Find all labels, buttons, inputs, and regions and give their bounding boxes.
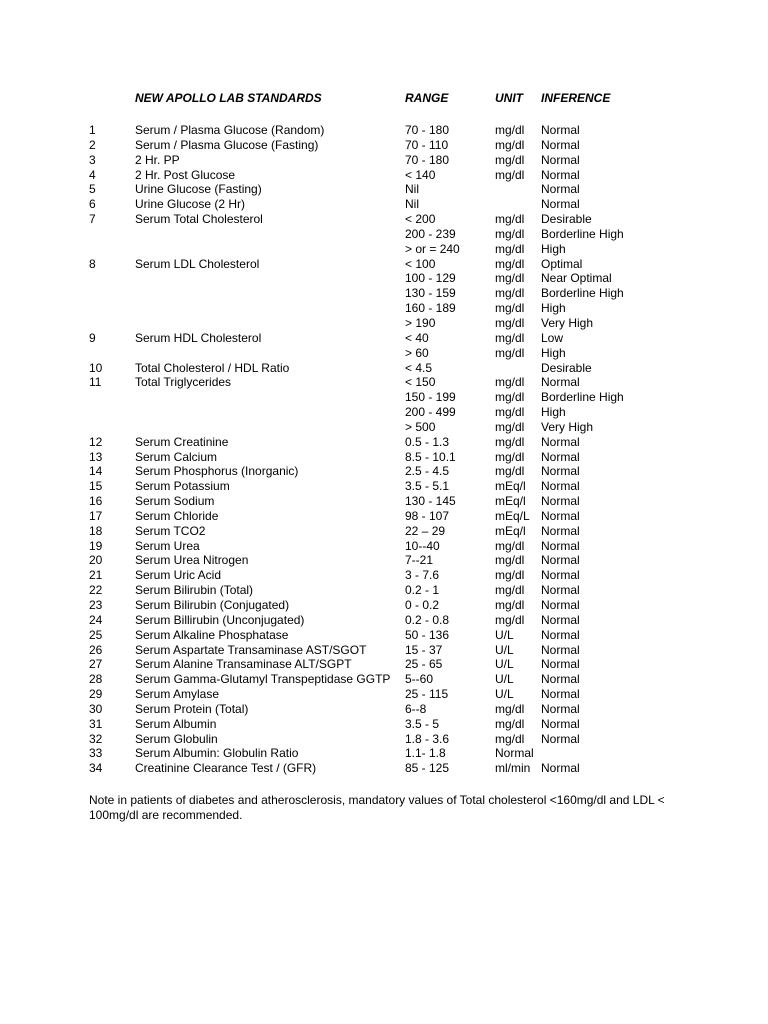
row-number: 33	[89, 746, 103, 761]
test-name: Serum Albumin	[135, 716, 217, 731]
row-number: 6	[89, 197, 96, 212]
test-name	[135, 301, 405, 316]
inference-value: Normal	[541, 523, 580, 538]
table-body	[89, 123, 671, 776]
inference-value: Normal	[541, 612, 580, 627]
row-number	[89, 286, 135, 301]
test-name: Serum Total Cholesterol	[135, 212, 263, 227]
inference-value: Normal	[541, 701, 580, 716]
range-value: 5--60	[405, 672, 434, 687]
inference-value: Normal	[541, 167, 580, 182]
unit-value: mg/dl	[495, 538, 525, 553]
row-number: 20	[89, 553, 103, 568]
table-row	[89, 375, 671, 390]
unit-value: mg/dl	[495, 449, 525, 464]
header-unit: UNIT	[495, 91, 523, 105]
range-value: > 190	[405, 315, 436, 330]
inference-value: Desirable	[541, 212, 592, 227]
unit-value: mg/dl	[495, 123, 525, 137]
unit-value: mg/dl	[495, 553, 525, 568]
row-number	[89, 301, 135, 316]
row-number: 16	[89, 494, 103, 509]
table-row	[89, 257, 671, 272]
test-name: Total Triglycerides	[135, 375, 232, 390]
range-value: 1.1- 1.8	[405, 746, 446, 761]
range-value: 25 - 115	[405, 687, 449, 702]
unit-value: mEq/l	[495, 523, 526, 538]
range-value: > 500	[405, 419, 436, 434]
test-name: Serum Alanine Transaminase ALT/SGPT	[135, 657, 352, 672]
table-row	[89, 138, 671, 153]
inference-value: Normal	[541, 464, 580, 479]
unit-value: U/L	[495, 657, 514, 672]
row-number: 4	[89, 167, 96, 182]
test-name: Serum / Plasma Glucose (Fasting)	[135, 137, 319, 152]
table-row	[89, 687, 671, 702]
inference-value: Normal	[541, 672, 580, 687]
table-row	[89, 613, 671, 628]
footnote: Note in patients of diabetes and atherosclerosis, mandatory values of Total cholesterol <160mg/dl and LDL < 100mg/dl are recommended.	[89, 793, 665, 822]
range-value: 25 - 65	[405, 657, 443, 672]
table-row	[89, 732, 671, 747]
unit-value: U/L	[495, 687, 514, 702]
range-value: 130 - 159	[405, 286, 456, 301]
row-number: 19	[89, 538, 103, 553]
table-row	[89, 331, 671, 346]
range-value: 85 - 125	[405, 761, 450, 776]
row-number: 5	[89, 182, 96, 197]
range-value: 70 - 180	[405, 152, 450, 167]
row-number: 13	[89, 449, 103, 464]
range-value: 1.8 - 3.6	[405, 731, 450, 746]
table-header-row	[89, 91, 671, 109]
range-value: 3.5 - 5.1	[405, 479, 450, 494]
row-number	[89, 346, 135, 361]
inference-value: Normal	[541, 137, 580, 152]
row-number	[89, 390, 135, 405]
unit-value: mg/dl	[495, 152, 525, 167]
test-name: Serum Calcium	[135, 449, 218, 464]
unit-value: mg/dl	[495, 271, 525, 286]
inference-value: Normal	[541, 508, 580, 523]
unit-value	[495, 361, 541, 376]
unit-value: mg/dl	[495, 226, 525, 241]
table-row	[89, 746, 671, 761]
row-number: 28	[89, 672, 103, 687]
test-name	[135, 227, 405, 242]
unit-value: mg/dl	[495, 612, 525, 627]
table-row	[89, 628, 671, 643]
inference-value: Normal	[541, 598, 580, 612]
table-row	[89, 524, 671, 539]
row-number: 25	[89, 627, 103, 642]
row-number: 10	[89, 360, 103, 375]
row-number: 17	[89, 508, 103, 523]
unit-value: mg/dl	[495, 286, 525, 301]
test-name: Serum Gamma-Glutamyl Transpeptidase GGTP	[135, 672, 391, 687]
test-name: Serum Aspartate Transaminase AST/SGOT	[135, 642, 367, 657]
range-value: < 200	[405, 212, 436, 227]
table-row	[89, 212, 671, 227]
inference-value: Normal	[541, 731, 580, 746]
row-number: 18	[89, 523, 103, 538]
table-row	[89, 227, 671, 242]
row-number: 15	[89, 479, 103, 494]
unit-value: mg/dl	[495, 731, 525, 746]
range-value: 3 - 7.6	[405, 568, 440, 583]
inference-value: Normal	[541, 434, 580, 449]
unit-value: mg/dl	[495, 345, 525, 360]
row-number: 32	[89, 731, 103, 746]
test-name: Serum Chloride	[135, 508, 219, 523]
range-value: 2.5 - 4.5	[405, 464, 450, 479]
row-number: 27	[89, 657, 103, 672]
table-row	[89, 197, 671, 212]
table-row	[89, 479, 671, 494]
unit-value: mg/dl	[495, 375, 525, 390]
test-name	[135, 405, 405, 420]
test-name: Serum Bilirubin (Conjugated)	[135, 598, 290, 612]
unit-value: mg/dl	[495, 598, 525, 612]
test-name	[135, 242, 405, 257]
unit-value: mEq/L	[495, 508, 530, 523]
range-value: 100 - 129	[405, 271, 456, 286]
table-row	[89, 761, 671, 776]
inference-value: High	[541, 241, 566, 256]
row-number: 14	[89, 464, 103, 479]
range-value: 3.5 - 5	[405, 716, 440, 731]
inference-value: Low	[541, 330, 564, 345]
unit-value: mg/dl	[495, 137, 525, 152]
range-value: < 150	[405, 375, 436, 390]
range-value: 0 - 0.2	[405, 598, 440, 612]
range-value: 10--40	[405, 538, 440, 553]
inference-value: Normal	[541, 182, 580, 197]
range-value: 50 - 136	[405, 627, 450, 642]
table-row	[89, 464, 671, 479]
inference-value: Normal	[541, 538, 580, 553]
table-row	[89, 361, 671, 376]
range-value: 130 - 145	[405, 494, 456, 509]
unit-value: mg/dl	[495, 701, 525, 716]
row-number: 9	[89, 330, 96, 345]
range-value: 15 - 37	[405, 642, 443, 657]
unit-value: mg/dl	[495, 167, 525, 182]
test-name	[135, 286, 405, 301]
unit-value	[495, 197, 541, 212]
unit-value: mg/dl	[495, 568, 525, 583]
lab-standards-table	[89, 91, 671, 776]
inference-value: Normal	[541, 152, 580, 167]
row-number	[89, 420, 135, 435]
header-gap-cell	[89, 109, 671, 123]
inference-value: Normal	[541, 197, 580, 212]
row-number: 24	[89, 612, 103, 627]
inference-value: High	[541, 405, 566, 420]
test-name: Serum Urea	[135, 538, 200, 553]
test-name: Urine Glucose (2 Hr)	[135, 197, 246, 212]
row-number	[89, 271, 135, 286]
table-row	[89, 168, 671, 183]
range-value: 200 - 499	[405, 405, 456, 420]
test-name: Serum Alkaline Phosphatase	[135, 627, 289, 642]
table-row	[89, 316, 671, 331]
range-value: < 4.5	[405, 360, 433, 375]
test-name	[135, 316, 405, 331]
table-row	[89, 346, 671, 361]
range-value: < 40	[405, 330, 429, 345]
test-name: Serum HDL Cholesterol	[135, 330, 262, 345]
row-number	[89, 405, 135, 420]
test-name	[135, 271, 405, 286]
test-name: Serum TCO2	[135, 523, 206, 538]
inference-value: Very High	[541, 419, 594, 434]
inference-value: Normal	[541, 568, 580, 583]
inference-value: Normal	[541, 687, 580, 702]
row-number: 12	[89, 434, 103, 449]
unit-value: mg/dl	[495, 464, 525, 479]
table-row	[89, 390, 671, 405]
row-number: 23	[89, 598, 103, 612]
inference-value: Normal	[541, 627, 580, 642]
inference-value: Desirable	[541, 360, 592, 375]
table-row	[89, 598, 671, 613]
table-row	[89, 153, 671, 168]
table-row	[89, 405, 671, 420]
inference-value: Optimal	[541, 256, 583, 271]
test-name: Serum Protein (Total)	[135, 701, 249, 716]
test-name: Serum Amylase	[135, 687, 220, 702]
range-value: 22 – 29	[405, 523, 446, 538]
range-value: Nil	[405, 182, 419, 197]
test-name: Serum Creatinine	[135, 434, 229, 449]
range-value: Nil	[405, 197, 419, 212]
test-name: Serum Albumin: Globulin Ratio	[135, 746, 299, 761]
table-row	[89, 702, 671, 717]
table-row	[89, 509, 671, 524]
test-name: Serum LDL Cholesterol	[135, 256, 260, 271]
inference-value: Normal	[541, 123, 580, 137]
unit-value: mg/dl	[495, 330, 525, 345]
row-number: 22	[89, 583, 103, 598]
range-value: > or = 240	[405, 241, 460, 256]
unit-value	[495, 182, 541, 197]
range-value: 150 - 199	[405, 390, 456, 405]
range-value: 7--21	[405, 553, 434, 568]
test-name	[135, 346, 405, 361]
test-name: Serum Phosphorus (Inorganic)	[135, 464, 299, 479]
header-inference: INFERENCE	[541, 91, 611, 105]
row-number: 8	[89, 256, 96, 271]
range-value: 6--8	[405, 701, 427, 716]
table-row	[89, 583, 671, 598]
range-value: > 60	[405, 345, 429, 360]
table-row	[89, 271, 671, 286]
unit-value: mg/dl	[495, 301, 525, 316]
unit-value: mg/dl	[495, 241, 525, 256]
table-row	[89, 123, 671, 138]
test-name: Serum Bilirubin (Total)	[135, 583, 254, 598]
range-value: 200 - 239	[405, 226, 456, 241]
inference-value: Normal	[541, 642, 580, 657]
inference-value	[541, 746, 671, 761]
row-number	[89, 316, 135, 331]
test-name: Serum Sodium	[135, 494, 215, 509]
test-name: Serum Billirubin (Unconjugated)	[135, 612, 305, 627]
table-row	[89, 450, 671, 465]
unit-value: mg/dl	[495, 583, 525, 598]
unit-value: ml/min	[495, 761, 531, 776]
table-row	[89, 717, 671, 732]
row-number: 31	[89, 716, 103, 731]
test-name	[135, 390, 405, 405]
inference-value: Normal	[541, 449, 580, 464]
document-title: NEW APOLLO LAB STANDARDS	[135, 91, 322, 105]
unit-value: mg/dl	[495, 419, 525, 434]
table-row	[89, 672, 671, 687]
row-number	[89, 227, 135, 242]
table-row	[89, 182, 671, 197]
inference-value: Normal	[541, 657, 580, 672]
row-number: 21	[89, 568, 103, 583]
header-range: RANGE	[405, 91, 449, 105]
inference-value: Normal	[541, 583, 580, 598]
inference-value: Normal	[541, 375, 580, 390]
unit-value: mg/dl	[495, 716, 525, 731]
test-name: Serum Potassium	[135, 479, 230, 494]
table-row	[89, 420, 671, 435]
table-row	[89, 539, 671, 554]
range-value: < 100	[405, 256, 436, 271]
row-number: 1	[89, 123, 96, 137]
range-value: 0.2 - 1	[405, 583, 440, 598]
inference-value: Normal	[541, 494, 580, 509]
range-value: 0.2 - 0.8	[405, 612, 450, 627]
inference-value: Very High	[541, 315, 594, 330]
unit-value: mEq/l	[495, 479, 526, 494]
row-number: 29	[89, 687, 103, 702]
unit-value: mg/dl	[495, 315, 525, 330]
header-number-column	[89, 91, 135, 109]
table-row	[89, 643, 671, 658]
row-number: 3	[89, 152, 96, 167]
test-name: Serum Globulin	[135, 731, 218, 746]
table-row	[89, 242, 671, 257]
inference-value: Near Optimal	[541, 271, 612, 286]
row-number: 26	[89, 642, 103, 657]
range-value: < 140	[405, 167, 436, 182]
unit-value: mg/dl	[495, 434, 525, 449]
inference-value: Normal	[541, 479, 580, 494]
table-row	[89, 301, 671, 316]
row-number: 7	[89, 212, 96, 227]
inference-value: Normal	[541, 716, 580, 731]
unit-value: Normal	[495, 746, 534, 761]
inference-value: Borderline High	[541, 286, 624, 301]
table-row	[89, 657, 671, 672]
table-row	[89, 494, 671, 509]
test-name	[135, 420, 405, 435]
test-name: 2 Hr. Post Glucose	[135, 167, 236, 182]
unit-value: U/L	[495, 627, 514, 642]
unit-value: mg/dl	[495, 256, 525, 271]
table-row	[89, 435, 671, 450]
unit-value: U/L	[495, 672, 514, 687]
range-value: 98 - 107	[405, 508, 450, 523]
test-name: Urine Glucose (Fasting)	[135, 182, 262, 197]
table-row	[89, 286, 671, 301]
unit-value: mg/dl	[495, 405, 525, 420]
row-number	[89, 242, 135, 257]
header-gap	[89, 109, 671, 123]
range-value: 8.5 - 10.1	[405, 449, 456, 464]
test-name: Serum Uric Acid	[135, 568, 222, 583]
inference-value: Borderline High	[541, 390, 624, 405]
row-number: 30	[89, 701, 103, 716]
inference-value: High	[541, 345, 566, 360]
test-name: Total Cholesterol / HDL Ratio	[135, 360, 290, 375]
inference-value: Borderline High	[541, 226, 624, 241]
unit-value: U/L	[495, 642, 514, 657]
inference-value: Normal	[541, 553, 580, 568]
row-number: 34	[89, 761, 103, 776]
unit-value: mg/dl	[495, 390, 525, 405]
range-value: 70 - 110	[405, 137, 449, 152]
unit-value: mEq/l	[495, 494, 526, 509]
table-row	[89, 553, 671, 568]
test-name: Creatinine Clearance Test / (GFR)	[135, 761, 317, 776]
range-value: 70 - 180	[405, 123, 450, 137]
range-value: 0.5 - 1.3	[405, 434, 450, 449]
test-name: Serum Urea Nitrogen	[135, 553, 249, 568]
range-value: 160 - 189	[405, 301, 456, 316]
test-name: Serum / Plasma Glucose (Random)	[135, 123, 325, 137]
row-number: 11	[89, 375, 102, 390]
inference-value: Normal	[541, 761, 580, 776]
inference-value: High	[541, 301, 566, 316]
unit-value: mg/dl	[495, 212, 525, 227]
table-row	[89, 568, 671, 583]
test-name: 2 Hr. PP	[135, 152, 180, 167]
row-number: 2	[89, 137, 96, 152]
